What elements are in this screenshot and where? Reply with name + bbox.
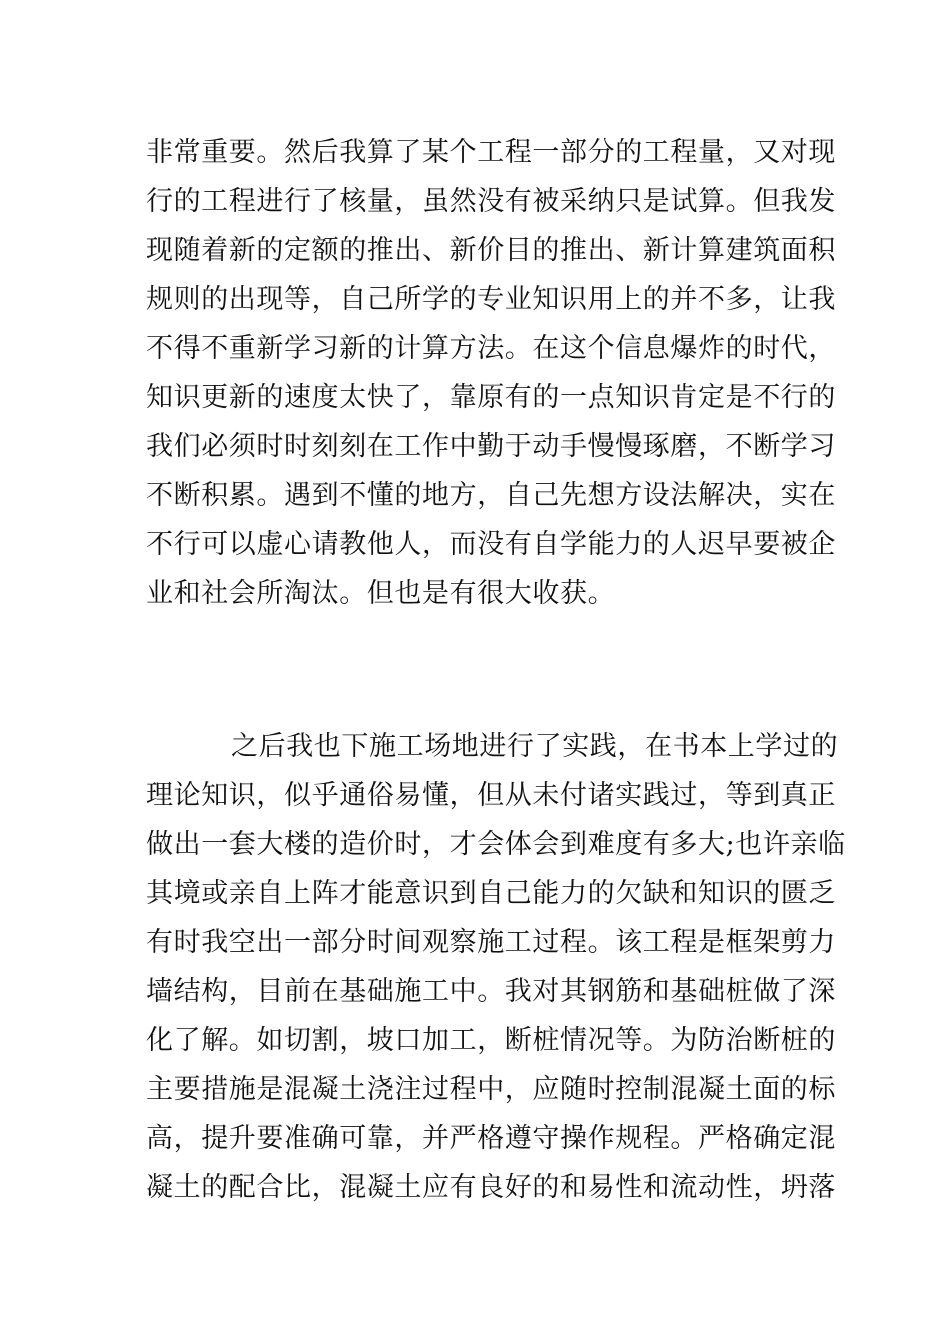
text-line: 理论知识，似乎通俗易懂，但从未付诸实践过，等到真正: [146, 780, 836, 811]
text-line: 业和社会所淘汰。但也是有很大收获。: [146, 578, 616, 609]
text-line: 凝土的配合比，混凝土应有良好的和易性和流动性，坍落: [146, 1172, 836, 1203]
text-line: 化了解。如切割，坡口加工，断桩情况等。为防治断桩的: [146, 1025, 836, 1056]
text-line: 我们必须时时刻刻在工作中勤于动手慢慢琢磨，不断学习: [146, 431, 836, 462]
text-line: 主要措施是混凝土浇注过程中，应随时控制混凝土面的标: [146, 1074, 836, 1105]
text-line: 有时我空出一部分时间观察施工过程。该工程是框架剪力: [146, 927, 836, 958]
text-line: 规则的出现等，自己所学的专业知识用上的并不多，让我: [146, 284, 836, 315]
text-line: 知识更新的速度太快了，靠原有的一点知识肯定是不行的: [146, 382, 836, 413]
text-line: 墙结构，目前在基础施工中。我对其钢筋和基础桩做了深: [146, 976, 836, 1007]
text-line: 其境或亲自上阵才能意识到自己能力的欠缺和知识的匮乏: [146, 878, 836, 909]
text-line: 高，提升要准确可靠，并严格遵守操作规程。严格确定混: [146, 1123, 836, 1154]
text-line: 不断积累。遇到不懂的地方，自己先想方设法解决，实在: [146, 480, 836, 511]
body-paragraph-2: [146, 722, 846, 1212]
body-paragraph-1: [146, 128, 836, 618]
text-line: 现随着新的定额的推出、新价目的推出、新计算建筑面积: [146, 235, 836, 266]
text-line-indented: 之后我也下施工场地进行了实践，在书本上学过的: [231, 731, 839, 762]
text-line: 不得不重新学习新的计算方法。在这个信息爆炸的时代，: [146, 333, 836, 364]
text-line: 做出一套大楼的造价时，才会体会到难度有多大;也许亲临: [146, 829, 846, 860]
text-line: 行的工程进行了核量，虽然没有被采纳只是试算。但我发: [146, 186, 836, 217]
text-line: 非常重要。然后我算了某个工程一部分的工程量，又对现: [146, 137, 836, 168]
text-line: 不行可以虚心请教他人，而没有自学能力的人迟早要被企: [146, 529, 836, 560]
